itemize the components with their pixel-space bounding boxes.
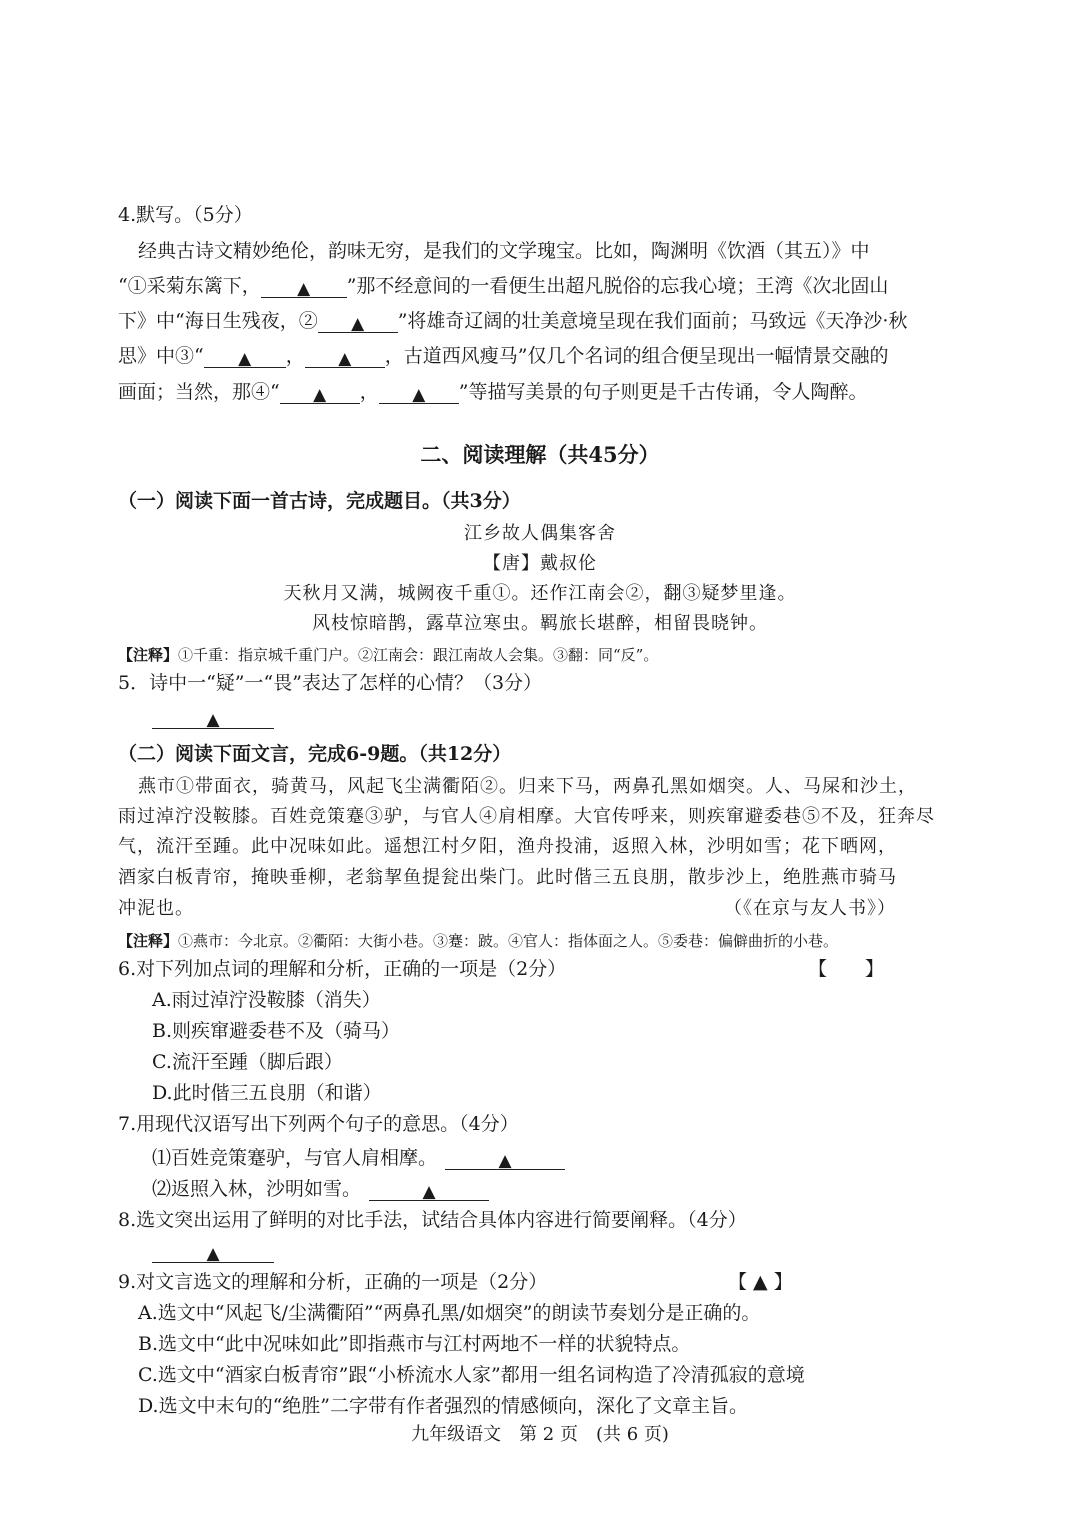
answer-blank[interactable] xyxy=(280,383,360,404)
q9-option-b[interactable]: B.选文中“此中况味如此”即指燕市与江村两地不一样的状貌特点。 xyxy=(138,1333,691,1355)
answer-blank[interactable] xyxy=(204,347,286,368)
answer-blank[interactable] xyxy=(152,1242,274,1263)
poem-title: 江乡故人偶集客舍 xyxy=(464,523,616,544)
q9-answer-bracket[interactable]: 【 ▲ 】 xyxy=(728,1271,793,1293)
q4-header: 4.默写。（5分） xyxy=(118,204,253,226)
triangle-icon: ▲ xyxy=(338,349,352,369)
q5-answer xyxy=(152,706,274,730)
triangle-icon: ▲ xyxy=(351,314,365,334)
q7-sentence-1: ⑴百姓竞策蹇驴，与官人肩相摩。 ▲ xyxy=(152,1147,565,1171)
q4-line-4: 思》中③“ ▲ ， ▲ ，古道西风瘦马”仅几个名词的组合便呈现出一幅情景交融的 xyxy=(118,345,889,369)
triangle-icon: ▲ xyxy=(412,385,426,405)
part1-header: （一）阅读下面一首古诗，完成题目。（共3分） xyxy=(118,490,521,512)
answer-blank[interactable] xyxy=(318,312,398,333)
poem-line-2: 风枝惊暗鹊，露草泣寒虫。羁旅长堪醉，相留畏晓钟。 xyxy=(312,613,768,634)
passage-line-3: 气，流汗至踵。此中况味如此。遥想江村夕阳，渔舟投浦，返照入林，沙明如雪；花下晒网， xyxy=(118,836,897,857)
q4-line-2: “①采菊东篱下， ▲ ”那不经意间的一看便生出超凡脱俗的忘我心境；王湾《次北固山 xyxy=(118,275,889,299)
answer-blank[interactable] xyxy=(152,708,274,729)
q6-option-b[interactable]: B.则疾窜避委巷不及（骑马） xyxy=(152,1020,401,1042)
poem-line-1: 天秋月又满，城阙夜千重①。还作江南会②，翻③疑梦里逢。 xyxy=(283,583,797,604)
page-footer: 九年级语文 第 2 页 (共 6 页) xyxy=(411,1424,669,1445)
q9-option-a[interactable]: A.选文中“风起飞/尘满衢陌”“两鼻孔黑/如烟突”的朗读节奏划分是正确的。 xyxy=(138,1302,761,1324)
answer-blank[interactable] xyxy=(379,383,459,404)
passage-line-4: 酒家白板青帘，掩映垂柳，老翁挈鱼提瓮出柴门。此时偕三五良朋，散步沙上，绝胜燕市骑马 xyxy=(118,867,897,888)
passage-source: （《在京与友人书》） xyxy=(724,898,896,919)
q6-option-a[interactable]: A.雨过淖泞没鞍膝（消失） xyxy=(152,989,381,1011)
q8-stem: 8.选文突出运用了鲜明的对比手法，试结合具体内容进行简要阐释。（4分） xyxy=(118,1209,747,1231)
passage-line-2: 雨过淖泞没鞍膝。百姓竞策蹇③驴，与官人④肩相摩。大官传呼来，则疾窜避委巷⑤不及，狂奔尽 xyxy=(118,806,935,827)
q6-option-d[interactable]: D.此时偕三五良朋（和谐） xyxy=(152,1082,382,1104)
q7-stem: 7.用现代汉语写出下列两个句子的意思。（4分） xyxy=(118,1113,519,1135)
triangle-icon: ▲ xyxy=(498,1151,512,1171)
triangle-icon: ▲ xyxy=(206,710,220,730)
q6-stem: 6.对下列加点词的理解和分析，正确的一项是（2分） xyxy=(118,958,567,980)
poem-author: 【唐】戴叔伦 xyxy=(483,553,597,574)
triangle-icon: ▲ xyxy=(422,1182,436,1202)
passage-note: 【注释】①燕市：今北京。②衢陌：大街小巷。③蹇：跛。④官人：指体面之人。⑤委巷：偏僻曲折的小巷。 xyxy=(118,932,839,950)
answer-blank[interactable] xyxy=(445,1149,565,1170)
triangle-icon: ▲ xyxy=(297,279,311,299)
q6-answer-bracket[interactable]: 【 】 xyxy=(808,958,885,980)
q9-option-c[interactable]: C.选文中“酒家白板青帘”跟“小桥流水人家”都用一组名词构造了冷清孤寂的意境 xyxy=(138,1364,805,1386)
q8-answer xyxy=(152,1240,274,1264)
part2-header: （二）阅读下面文言，完成6-9题。（共12分） xyxy=(118,743,512,765)
section-title: 二、阅读理解（共45分） xyxy=(420,442,660,467)
q4-line-3: 下》中“海日生残夜，② ▲ ”将雄奇辽阔的壮美意境呈现在我们面前；马致远《天净沙·秋 xyxy=(118,310,908,334)
triangle-icon: ▲ xyxy=(313,385,327,405)
q7-sentence-2: ⑵返照入林，沙明如雪。 ▲ xyxy=(152,1178,489,1202)
q4-line-1: 经典古诗文精妙绝伦，韵味无穷，是我们的文学瑰宝。比如，陶渊明《饮酒（其五）》中 xyxy=(138,240,870,262)
q9-option-d[interactable]: D.选文中末句的“绝胜”二字带有作者强烈的情感倾向，深化了文章主旨。 xyxy=(138,1395,749,1417)
passage-line-5: 冲泥也。 xyxy=(118,898,194,919)
triangle-icon: ▲ xyxy=(206,1244,220,1264)
answer-blank[interactable] xyxy=(261,277,347,298)
q5-stem: 5．诗中一“疑”一“畏”表达了怎样的心情？（3分） xyxy=(118,672,543,694)
q9-stem: 9.对文言选文的理解和分析，正确的一项是（2分） xyxy=(118,1271,548,1293)
q6-option-c[interactable]: C.流汗至踵（脚后跟） xyxy=(152,1051,343,1073)
answer-blank[interactable] xyxy=(305,347,385,368)
answer-blank[interactable] xyxy=(369,1180,489,1201)
poem-note: 【注释】①千重：指京城千重门户。②江南会：跟江南故人会集。③翻：同“反”。 xyxy=(118,646,659,664)
passage-line-1: 燕市①带面衣，骑黄马，风起飞尘满衢陌②。归来下马，两鼻孔黑如烟突。人、马屎和沙土， xyxy=(138,776,917,797)
triangle-icon: ▲ xyxy=(238,349,252,369)
q4-line-5: 画面；当然，那④“ ▲ ， ▲ ”等描写美景的句子则更是千古传诵，令人陶醉。 xyxy=(118,381,868,405)
